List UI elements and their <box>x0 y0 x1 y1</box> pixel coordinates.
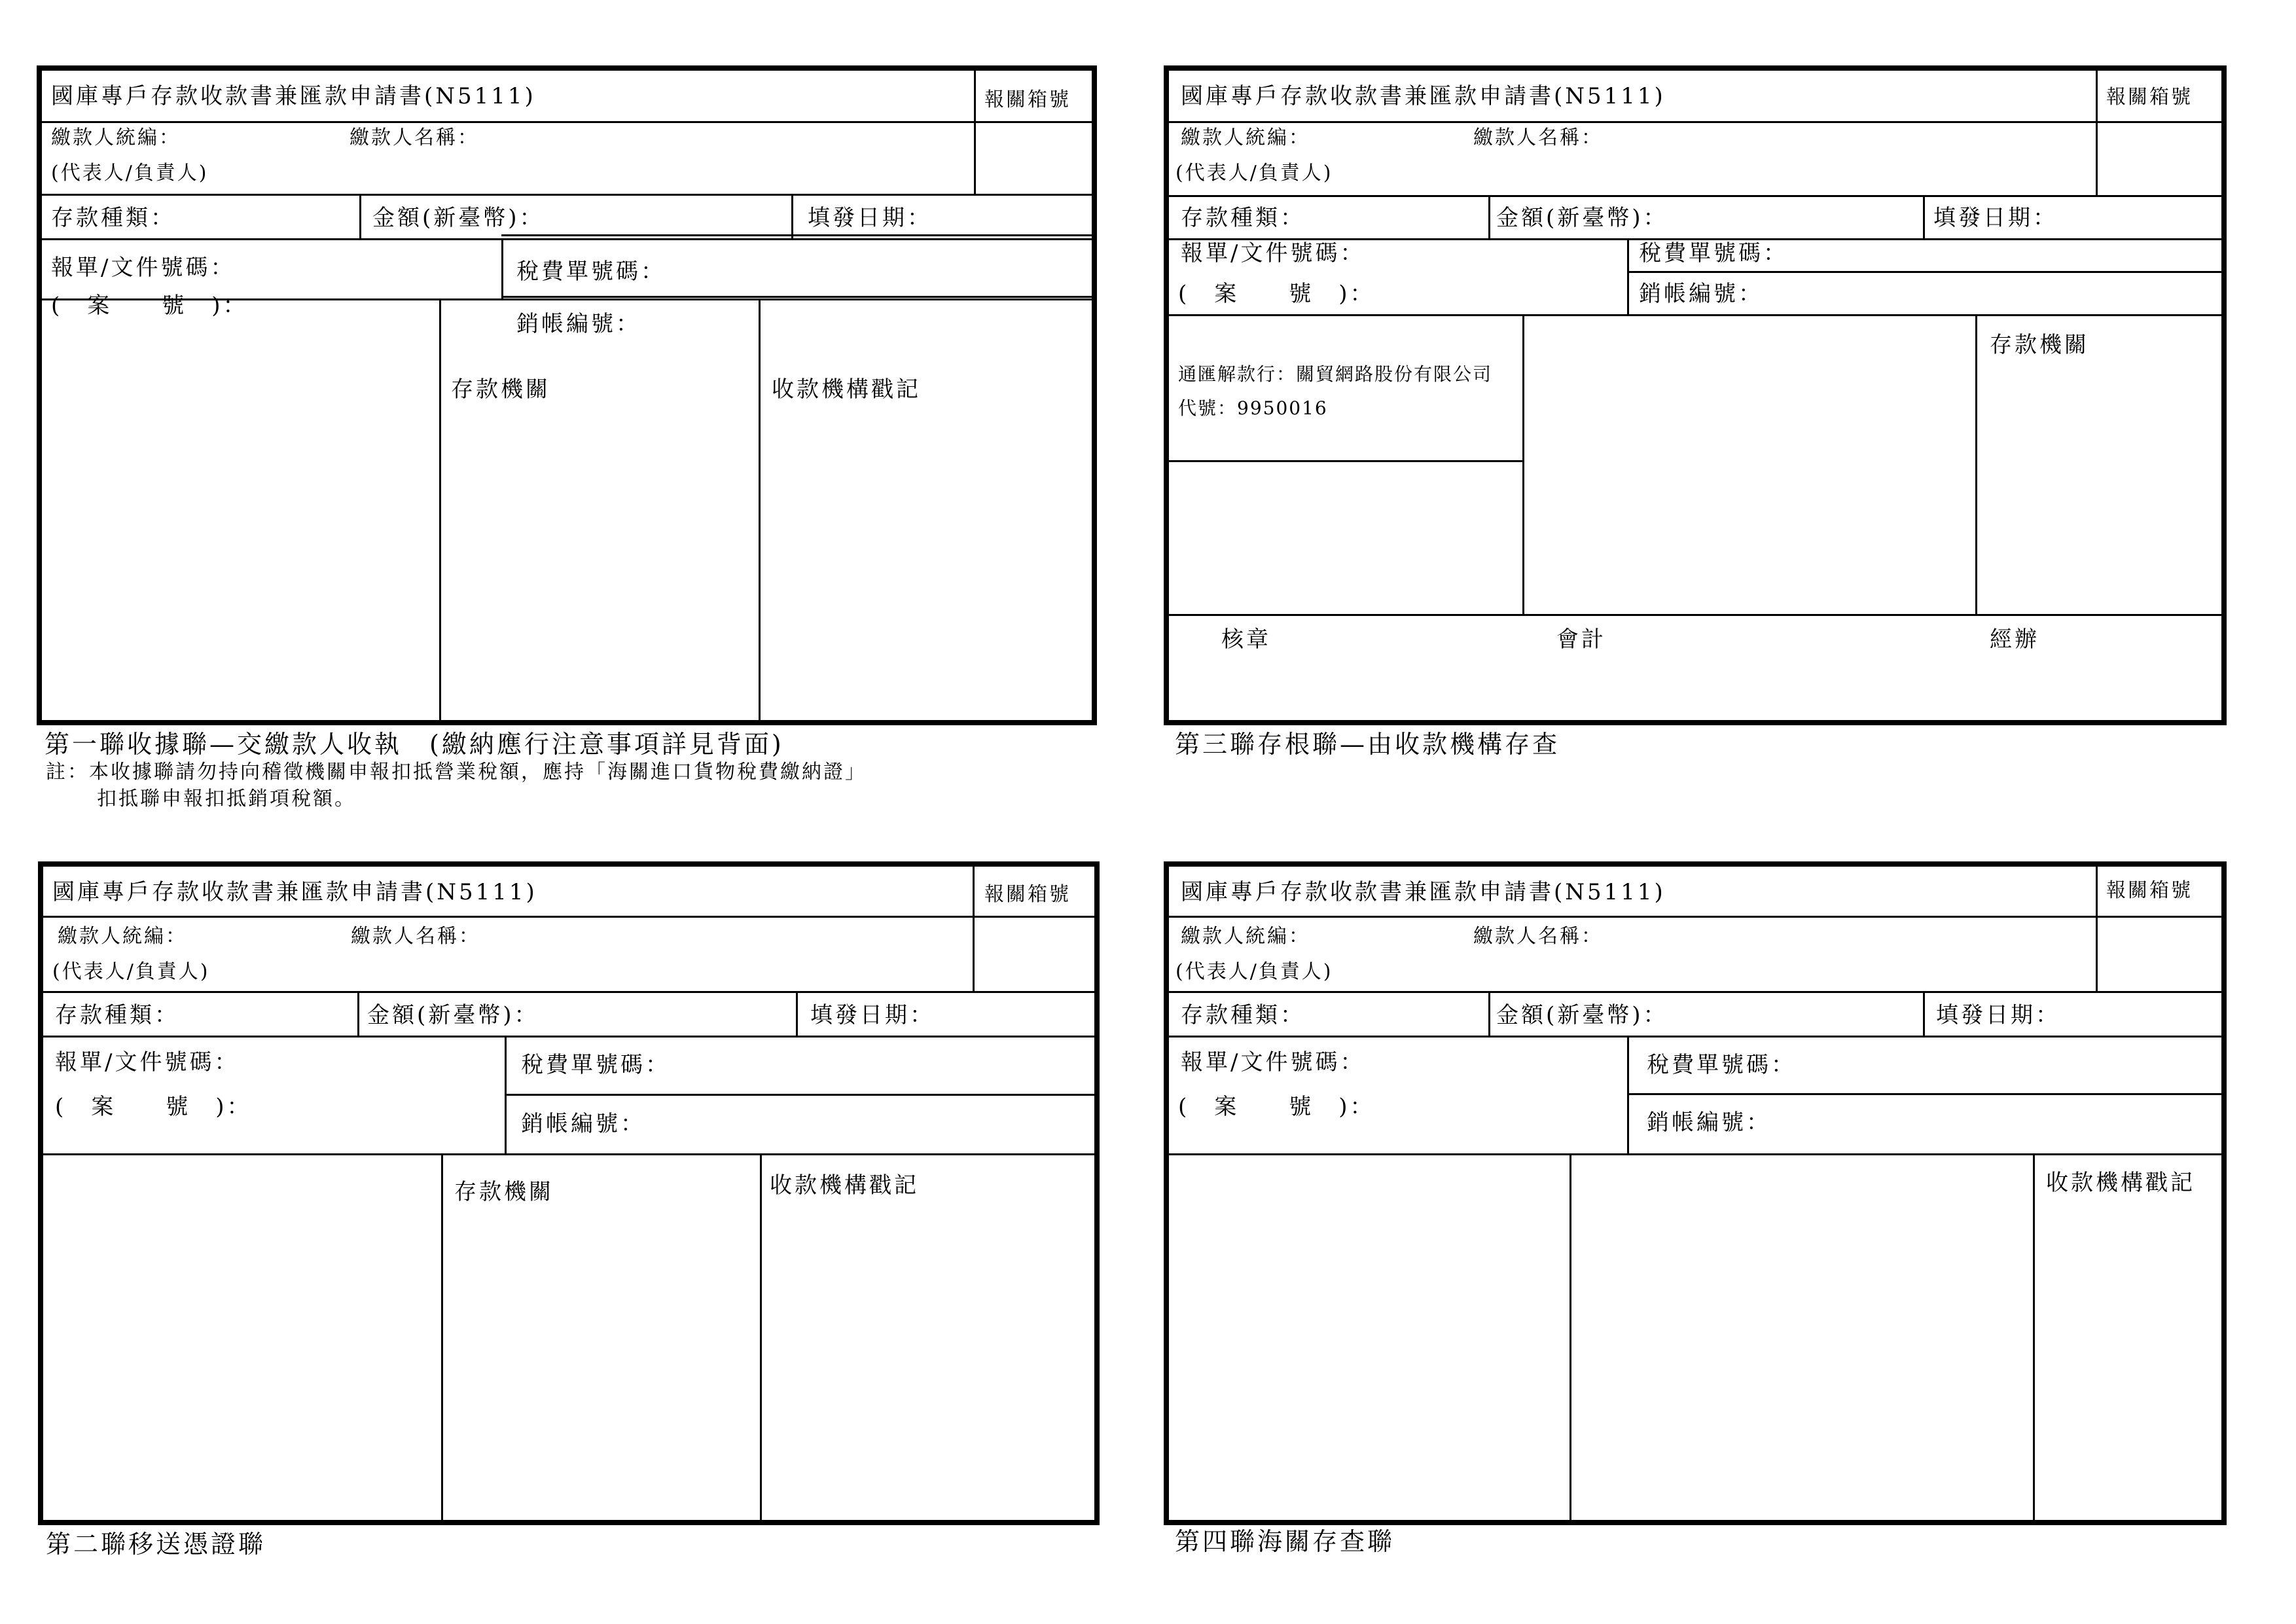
amount-label: 金額(新臺幣)： <box>1496 205 1668 231</box>
writeoff-number-label: 銷帳編號： <box>1647 1110 1771 1136</box>
payer-name-label: 繳款人名稱： <box>350 126 479 149</box>
declaration-number-label: 報單/文件號碼： <box>55 1049 240 1075</box>
copy3-caption: 第三聯存根聯—由收款機構存查 <box>1175 730 1560 759</box>
declaration-number-label: 報單/文件號碼： <box>1181 240 1365 266</box>
payer-id-label: 繳款人統編： <box>1181 925 1310 948</box>
amount-label: 金額(新臺幣)： <box>372 205 545 231</box>
form-title: 國庫專戶存款收款書兼匯款申請書(N5111) <box>1181 83 1666 109</box>
issue-date-label: 填發日期： <box>1936 1002 2060 1028</box>
amount-label: 金額(新臺幣)： <box>1496 1002 1668 1028</box>
deposit-type-label: 存款種類： <box>1181 1002 1305 1028</box>
payer-name-label: 繳款人名稱： <box>351 925 480 948</box>
representative-label: (代表人/負責人) <box>1175 960 1333 983</box>
case-number-label: ( 案 號 )： <box>1178 1094 1375 1120</box>
form-title: 國庫專戶存款收款書兼匯款申請書(N5111) <box>51 83 536 109</box>
tax-bill-number-label: 稅費單號碼： <box>1647 1052 1796 1078</box>
deposit-type-label: 存款種類： <box>55 1002 179 1028</box>
copy1-writeoff-number-label: 銷帳編號： <box>516 311 641 337</box>
declaration-number-label: 報單/文件號碼： <box>51 255 236 281</box>
writeoff-number-label: 銷帳編號： <box>1639 281 1763 307</box>
depository-label: 存款機關 <box>451 376 550 403</box>
copy4-caption: 第四聯海關存查聯 <box>1175 1527 1395 1556</box>
deposit-type-label: 存款種類： <box>51 205 175 231</box>
collector-stamp-label: 收款機構戳記 <box>770 1172 919 1199</box>
tax-bill-number-label: 稅費單號碼： <box>1639 240 1788 266</box>
copy1-case-number-label: ( 案 號 )： <box>51 293 248 319</box>
amount-label: 金額(新臺幣)： <box>367 1002 539 1028</box>
copy2-caption: 第二聯移送憑證聯 <box>46 1530 266 1559</box>
customs-box-number-label: 報關箱號 <box>2106 86 2193 109</box>
copy4-form <box>1164 861 2227 1525</box>
payer-id-label: 繳款人統編： <box>58 925 187 948</box>
copy2-form <box>38 861 1100 1525</box>
customs-box-number-label: 報關箱號 <box>2106 879 2193 902</box>
bank-code-label: 代號：9950016 <box>1178 397 1328 419</box>
copy3-form <box>1164 65 2227 725</box>
collector-stamp-label: 收款機構戳記 <box>772 376 921 403</box>
handler-label: 經辦 <box>1990 626 2039 653</box>
payer-name-label: 繳款人名稱： <box>1473 925 1603 948</box>
copy1-form <box>37 65 1097 725</box>
issue-date-label: 填發日期： <box>808 205 932 231</box>
issue-date-label: 填發日期： <box>1933 205 2058 231</box>
payer-id-label: 繳款人統編： <box>51 126 181 149</box>
case-number-label: ( 案 號 )： <box>1178 281 1375 307</box>
form-title: 國庫專戶存款收款書兼匯款申請書(N5111) <box>52 879 537 905</box>
issue-date-label: 填發日期： <box>810 1002 935 1028</box>
copy1-note-line2: 扣抵聯申報扣抵銷項稅額。 <box>97 787 356 810</box>
payer-name-label: 繳款人名稱： <box>1473 126 1603 149</box>
tax-bill-number-label: 稅費單號碼： <box>521 1052 670 1078</box>
copy1-note-line1: 註：本收據聯請勿持向稽徵機關申報扣抵營業稅額，應持「海關進口貨物稅費繳納證」 <box>46 761 867 784</box>
customs-box-number-label: 報關箱號 <box>984 88 1071 111</box>
depository-label: 存款機關 <box>454 1179 554 1205</box>
representative-label: (代表人/負責人) <box>52 960 210 983</box>
deposit-type-label: 存款種類： <box>1181 205 1305 231</box>
representative-label: (代表人/負責人) <box>51 162 209 185</box>
case-number-label: ( 案 號 )： <box>55 1094 252 1120</box>
form-title: 國庫專戶存款收款書兼匯款申請書(N5111) <box>1181 879 1666 905</box>
collector-stamp-label: 收款機構戳記 <box>2046 1170 2195 1196</box>
remit-bank-label: 通匯解款行：關貿網路股份有限公司 <box>1178 363 1493 385</box>
check-seal-label: 核章 <box>1221 626 1271 653</box>
accounting-label: 會計 <box>1556 626 1606 653</box>
writeoff-number-label: 銷帳編號： <box>521 1111 645 1137</box>
declaration-number-label: 報單/文件號碼： <box>1181 1049 1365 1075</box>
customs-box-number-label: 報關箱號 <box>984 883 1071 906</box>
copy1-caption: 第一聯收據聯—交繳款人收執 (繳納應行注意事項詳見背面) <box>45 730 784 759</box>
payer-id-label: 繳款人統編： <box>1181 126 1310 149</box>
depository-label: 存款機關 <box>1990 332 2089 358</box>
tax-bill-number-label: 稅費單號碼： <box>516 259 666 285</box>
representative-label: (代表人/負責人) <box>1175 162 1333 185</box>
